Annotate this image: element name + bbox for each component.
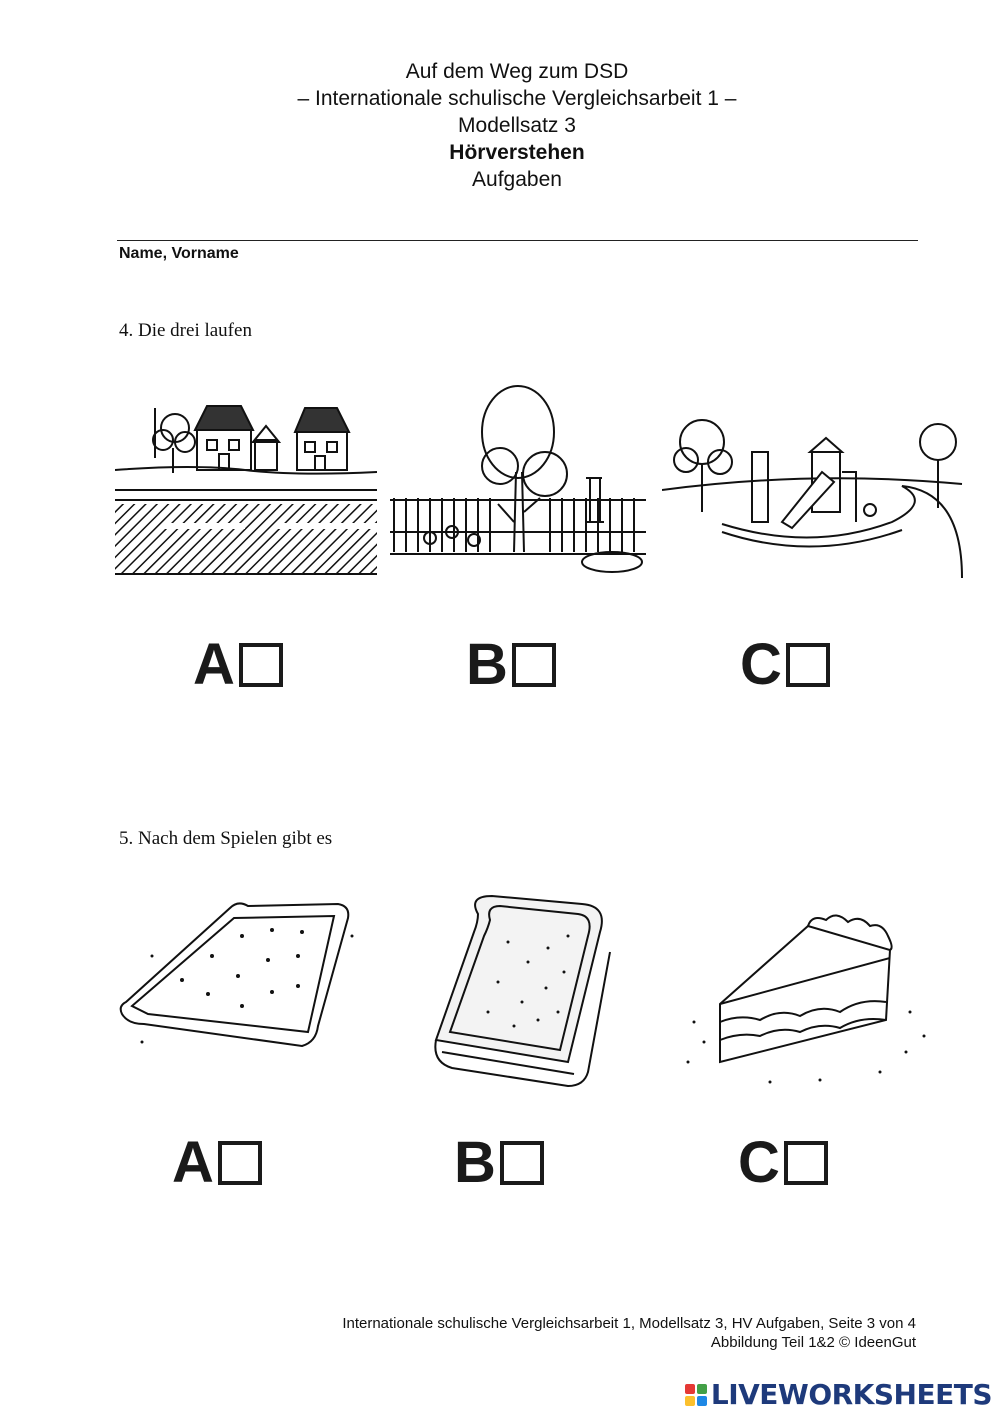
q5-option-b-letter: B [454, 1130, 496, 1195]
logo-tile-green [697, 1384, 707, 1394]
logo-tile-blue [697, 1396, 707, 1406]
q5-option-a-letter: A [172, 1130, 214, 1195]
liveworksheets-brand[interactable] [685, 1378, 992, 1411]
biscuit-image [112, 896, 358, 1066]
garden-tree-image [390, 382, 646, 578]
page-header [0, 58, 1000, 193]
q5-option-b-checkbox[interactable] [500, 1141, 544, 1185]
q4-option-c[interactable] [740, 632, 830, 697]
question-5-label: 5. Nach dem Spielen gibt es [119, 828, 333, 849]
q4-option-b[interactable] [466, 632, 556, 697]
header-subtitle: – Internationale schulische Vergleichsarbeit 1 – [297, 87, 737, 110]
name-label: Name, Vorname [119, 245, 239, 262]
liveworksheets-logo-icon [685, 1384, 707, 1406]
q5-option-c-checkbox[interactable] [784, 1141, 828, 1185]
q4-option-b-checkbox[interactable] [512, 643, 556, 687]
name-line[interactable] [117, 240, 918, 241]
logo-tile-yellow [685, 1396, 695, 1406]
header-type: Aufgaben [472, 168, 562, 191]
q5-option-b[interactable] [454, 1130, 544, 1195]
q4-option-a-letter: A [193, 632, 235, 697]
cake-slice-image [680, 912, 942, 1098]
street-houses-image [115, 398, 377, 578]
q4-option-a-checkbox[interactable] [239, 643, 283, 687]
header-section: Hörverstehen [449, 141, 585, 164]
footer-source: Internationale schulische Vergleichsarbeit 1, Modellsatz 3, HV Aufgaben, Seite 3 von 4 [342, 1315, 916, 1332]
q5-option-a[interactable] [172, 1130, 262, 1195]
header-set: Modellsatz 3 [458, 114, 576, 137]
playground-image [662, 412, 968, 578]
page-footer [342, 1314, 916, 1352]
footer-credit: Abbildung Teil 1&2 © IdeenGut [710, 1334, 916, 1351]
q5-option-a-checkbox[interactable] [218, 1141, 262, 1185]
q4-option-b-letter: B [466, 632, 508, 697]
q4-option-c-checkbox[interactable] [786, 643, 830, 687]
question-4-label: 4. Die drei laufen [119, 320, 252, 341]
sandwich-image [428, 892, 620, 1088]
header-title: Auf dem Weg zum DSD [405, 60, 629, 83]
q4-option-c-letter: C [740, 632, 782, 697]
q5-option-c[interactable] [738, 1130, 828, 1195]
q5-option-c-letter: C [738, 1130, 780, 1195]
q4-option-a[interactable] [193, 632, 283, 697]
liveworksheets-text: LIVEWORKSHEETS [710, 1378, 992, 1411]
logo-tile-red [685, 1384, 695, 1394]
